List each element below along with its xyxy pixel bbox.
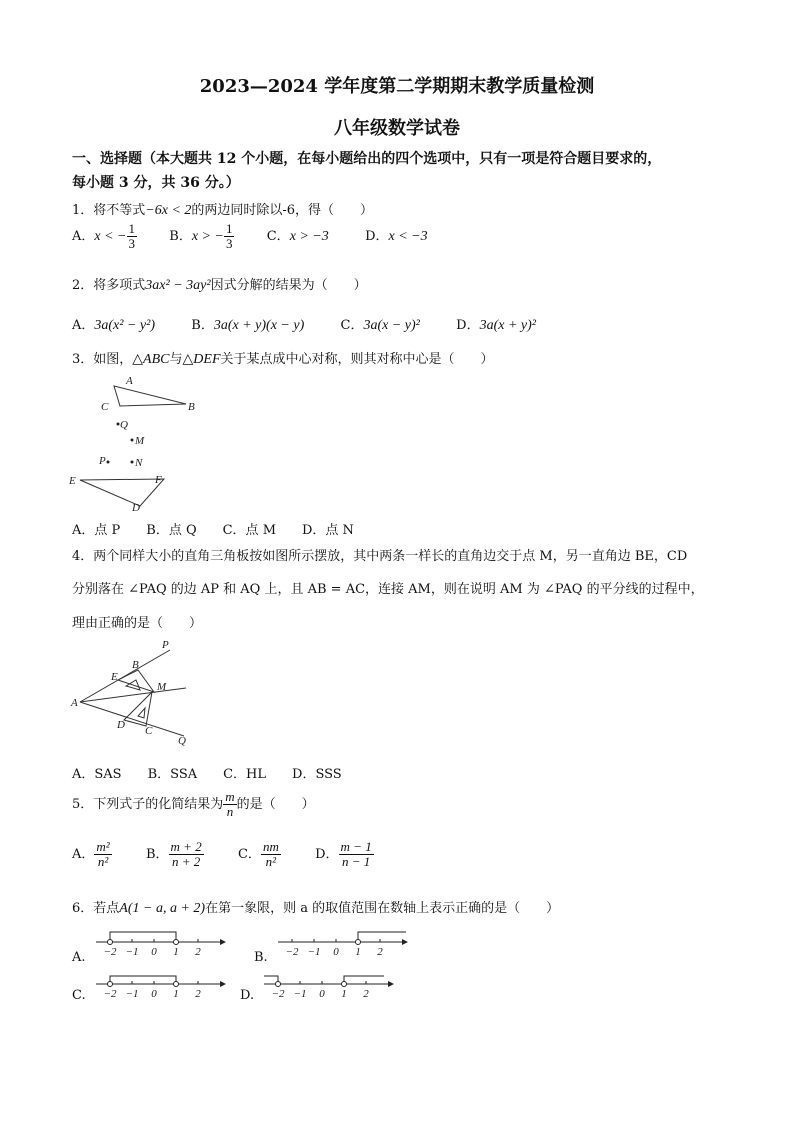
- q5-stem-post: 的是（ ）: [236, 797, 315, 812]
- q2-stem-post: 因式分解的结果为（ ）: [210, 278, 367, 293]
- axis-arrow: [402, 939, 408, 945]
- q1-d-label: D．: [365, 229, 389, 244]
- q5-option-a[interactable]: [72, 839, 112, 869]
- q2-b-label: B．: [191, 318, 214, 333]
- label-b: B: [132, 659, 139, 671]
- question-6-stem: [72, 897, 559, 917]
- q6-number-line-d[interactable]: [260, 968, 400, 1012]
- tick-label: 2: [363, 988, 369, 1000]
- label-e: E: [111, 671, 118, 683]
- q2-option-b[interactable]: [191, 318, 304, 333]
- q6-number-line-c[interactable]: [92, 968, 232, 1012]
- open-point: [174, 982, 179, 987]
- label-e: E: [69, 475, 76, 487]
- tick-label: 2: [195, 988, 201, 1000]
- tick-label: 2: [195, 946, 201, 958]
- q5-d-den: n − 1: [341, 854, 371, 869]
- tick-label: −1: [293, 988, 307, 1000]
- q5-b-num: m + 2: [170, 839, 202, 854]
- q3-stem-post: 关于某点成中心对称，则其对称中心是（ ）: [220, 352, 494, 367]
- open-point: [108, 940, 113, 945]
- q4-stem-line3: 理由正确的是（ ）: [72, 616, 203, 631]
- open-point: [356, 940, 361, 945]
- label-d: D: [117, 719, 125, 731]
- q1-d-math: x < −3: [388, 229, 428, 244]
- q1-stem-post: 的两边同时除以-6，得（ ）: [191, 203, 374, 218]
- q1-stem-pre: 1．将不等式: [72, 203, 146, 218]
- question-5-options: [72, 840, 374, 869]
- q2-d-math: 3a(x + y)²: [479, 318, 536, 333]
- tick-label: 2: [377, 946, 383, 958]
- q5-c-frac: [261, 840, 281, 869]
- q2-a-math: 3a(x² − y²): [94, 318, 155, 333]
- q5-a-den: n²: [97, 854, 109, 869]
- q2-c-math: 3a(x − y)²: [363, 318, 420, 333]
- tick-label: 0: [151, 988, 157, 1000]
- q5-option-d[interactable]: [315, 839, 374, 869]
- q5-c-num: nm: [262, 839, 279, 854]
- q2-b-math: 3a(x + y)(x − y): [213, 318, 305, 333]
- open-point: [276, 982, 281, 987]
- q4-options[interactable]: A．SAS B．SSA C．HL D．SSS: [72, 767, 342, 782]
- label-f: F: [155, 474, 162, 486]
- q5-b-frac: [169, 840, 204, 869]
- q4-figure: [66, 636, 206, 752]
- tick-label: 0: [319, 988, 325, 1000]
- tick-label: −2: [285, 946, 299, 958]
- question-2-options: [72, 314, 536, 334]
- open-point: [342, 982, 347, 987]
- q6-number-line-a[interactable]: [92, 926, 232, 970]
- q3-stem-pre: 3．如图，: [72, 352, 133, 367]
- range-bracket: [358, 932, 406, 940]
- q5-stem-den: n: [226, 804, 234, 819]
- q5-option-b[interactable]: [145, 839, 204, 869]
- q1-a-label: A．: [72, 229, 95, 244]
- section-heading-line2: 每小题 3 分，共 36 分。）: [72, 175, 240, 191]
- q5-d-frac: [339, 840, 374, 869]
- point-n: [131, 461, 134, 464]
- tick-label: −2: [103, 946, 117, 958]
- triangle-abc: [114, 386, 186, 406]
- label-d: D: [132, 502, 140, 512]
- label-q: Q: [120, 419, 128, 431]
- q2-stem-pre: 2．将多项式: [72, 278, 146, 293]
- q2-option-a[interactable]: [72, 318, 155, 333]
- q1-b-num: 1: [225, 221, 233, 236]
- q4-stem-line2: 分别落在 ∠PAQ 的边 AP 和 AQ 上，且 AB = AC，连接 AM，则在说明 AM 为 ∠PAQ 的平分线的过程中，: [72, 582, 704, 597]
- section-heading-line1: 一、选择题（本大题共 12 个小题，在每小题给出的四个选项中，只有一项是符合题目要求的，: [72, 151, 662, 167]
- question-1-stem: [72, 199, 373, 219]
- exam-title: 2023—2024 学年度第二学期期末教学质量检测: [199, 76, 595, 97]
- axis-arrow: [220, 939, 226, 945]
- tick-label: −1: [307, 946, 321, 958]
- q6-option-d-label[interactable]: D.: [240, 988, 255, 1003]
- q2-option-c[interactable]: [341, 318, 420, 333]
- label-c: C: [101, 401, 109, 413]
- range-bracket: [264, 976, 278, 982]
- tick-label: −1: [125, 988, 139, 1000]
- q1-b-math: x > −: [191, 229, 224, 244]
- tick-label: 1: [173, 946, 179, 958]
- question-1-options: [72, 222, 428, 251]
- label-b: B: [188, 401, 195, 413]
- open-point: [174, 940, 179, 945]
- axis-arrow: [388, 981, 394, 987]
- q5-a-frac: [94, 840, 111, 869]
- question-3-stem: [72, 348, 494, 368]
- tick-label: −2: [271, 988, 285, 1000]
- tick-label: 1: [173, 988, 179, 1000]
- q5-d-label: D．: [315, 847, 339, 862]
- point-m: [131, 439, 134, 442]
- open-point: [108, 982, 113, 987]
- q6-stem-pre: 6．若点: [72, 901, 120, 916]
- q1-c-label: C．: [266, 229, 290, 244]
- q6-option-a-label[interactable]: A.: [72, 950, 86, 965]
- q3-options[interactable]: A．点 P B．点 Q C．点 M D．点 N: [72, 523, 354, 538]
- q1-a-den: 3: [128, 236, 135, 251]
- tick-label: −2: [103, 988, 117, 1000]
- label-p: P: [99, 455, 106, 467]
- range-bracket: [110, 976, 176, 982]
- q5-a-label: A．: [72, 847, 95, 862]
- label-a: A: [126, 375, 133, 387]
- label-c: C: [145, 725, 153, 737]
- q1-a-frac: [127, 222, 138, 251]
- q6-stem-post: 在第一象限，则 a 的取值范围在数轴上表示正确的是（ ）: [205, 901, 560, 916]
- q5-option-c[interactable]: [237, 839, 281, 869]
- label-n: N: [135, 457, 143, 469]
- q2-c-label: C．: [340, 318, 364, 333]
- q5-a-num: m²: [96, 839, 110, 854]
- label-a: A: [71, 697, 78, 709]
- q3-stem-mid: 与: [169, 352, 183, 367]
- tick-label: 1: [355, 946, 361, 958]
- q2-a-label: A．: [72, 318, 95, 333]
- q1-stem-math: −6x < 2: [145, 203, 192, 218]
- q1-option-a[interactable]: [72, 221, 137, 251]
- q6-number-line-b[interactable]: [274, 926, 414, 970]
- exam-subtitle: 八年级数学试卷: [334, 118, 460, 139]
- question-5-stem: [72, 790, 315, 819]
- q6-stem-math: A(1 − a, a + 2): [119, 901, 206, 916]
- q3-figure: [66, 372, 196, 516]
- question-2-stem: [72, 274, 367, 294]
- tick-label: 0: [151, 946, 157, 958]
- axis-arrow: [220, 981, 226, 987]
- q5-d-num: m − 1: [340, 839, 372, 854]
- q5-b-den: n + 2: [171, 854, 201, 869]
- tick-label: 0: [333, 946, 339, 958]
- q5-stem-frac: [223, 790, 236, 819]
- q1-c-math: x > −3: [289, 229, 329, 244]
- q1-option-c[interactable]: [267, 229, 329, 244]
- q1-b-frac: [224, 222, 235, 251]
- q1-a-math: x < −: [94, 229, 127, 244]
- range-bracket: [110, 932, 176, 940]
- q4-stem-line1: 4．两个同样大小的直角三角板按如图所示摆放，其中两条一样长的直角边交于点 M，另一直角边 BE，CD: [72, 549, 688, 564]
- q3-stem-math: △ABC: [132, 352, 170, 367]
- point-p: [107, 461, 110, 464]
- label-m: M: [135, 435, 145, 447]
- q5-c-label: C．: [237, 847, 261, 862]
- q2-d-label: D．: [456, 318, 480, 333]
- q2-stem-math: 3ax² − 3ay²: [145, 278, 211, 293]
- q1-a-num: 1: [128, 221, 135, 236]
- q1-option-d[interactable]: [365, 229, 428, 244]
- tick-label: −1: [125, 946, 139, 958]
- q5-stem-num: m: [225, 789, 235, 804]
- q1-b-den: 3: [225, 236, 233, 251]
- q5-b-label: B．: [145, 847, 169, 862]
- q6-option-b-label[interactable]: B.: [254, 950, 268, 965]
- label-p: P: [162, 639, 169, 651]
- triangle-def: [80, 479, 164, 506]
- range-bracket: [344, 976, 384, 982]
- label-q: Q: [178, 735, 186, 747]
- q2-option-d[interactable]: [456, 318, 536, 333]
- q6-option-c-label[interactable]: C.: [72, 988, 86, 1003]
- q5-stem-pre: 5．下列式子的化简结果为: [72, 797, 224, 812]
- q1-b-label: B．: [169, 229, 192, 244]
- q1-option-b[interactable]: [169, 221, 234, 251]
- q3-stem-math2: △DEF: [182, 352, 221, 367]
- label-m: M: [157, 681, 167, 693]
- q5-c-den: n²: [265, 854, 277, 869]
- tick-label: 1: [341, 988, 347, 1000]
